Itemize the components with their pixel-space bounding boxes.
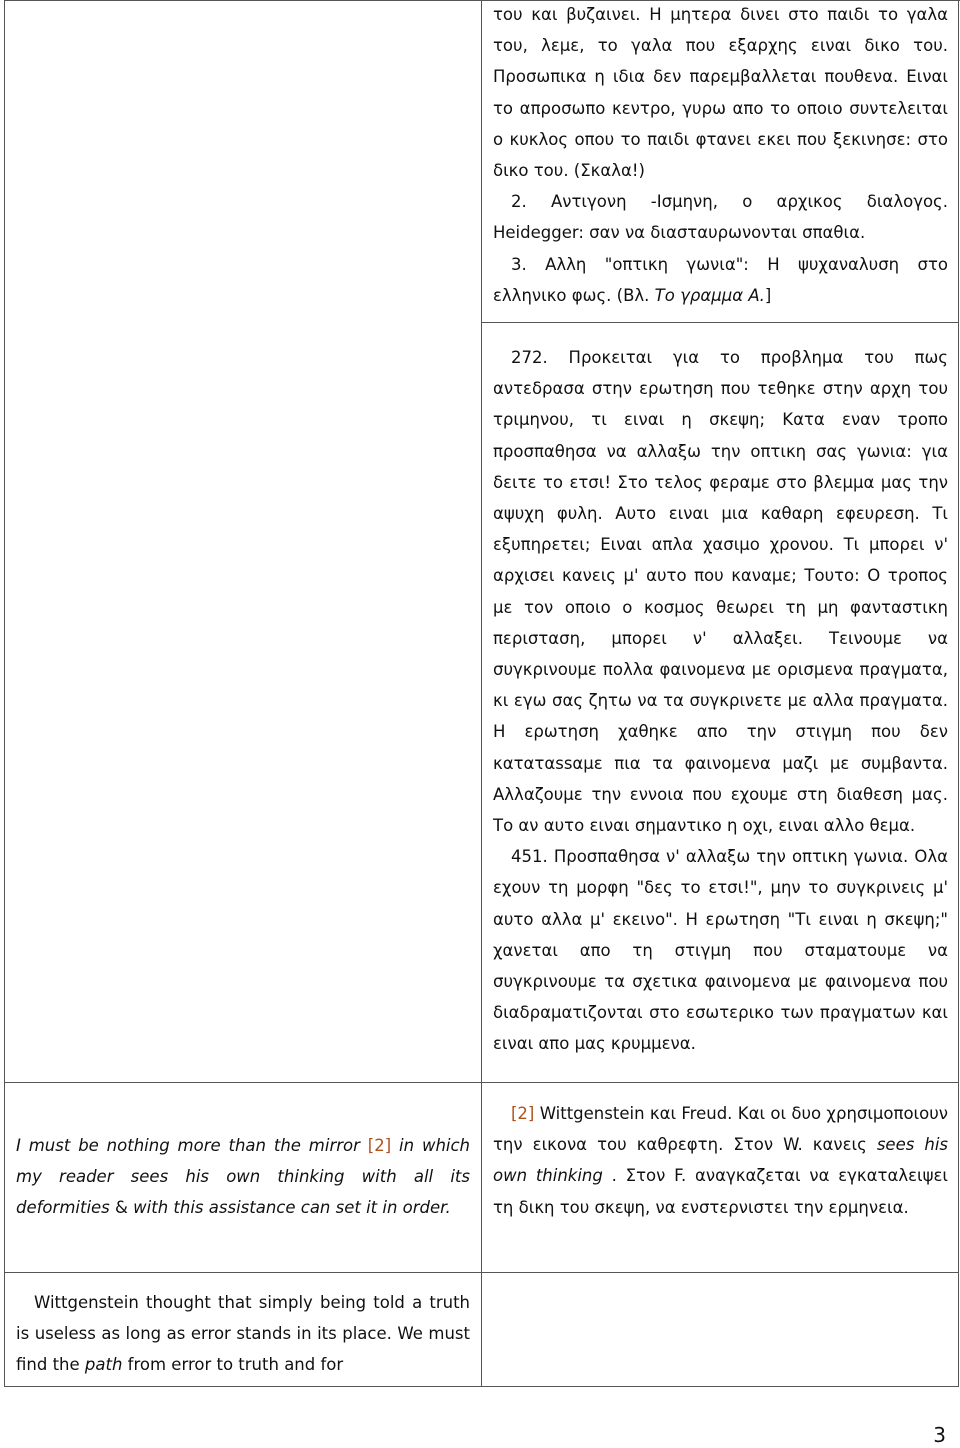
row-divider-2 [4,1082,959,1083]
center-divider [481,0,482,1387]
list-item-2: 2. Αντιγονη -Ισμηνη, ο αρχικος διαλογος. Heidegger: σαν να διασταυρωνονται σπαθια. [493,192,948,243]
quote-part-1: I must be nothing more than the mirror [16,1136,360,1155]
footnote-ref-left[interactable]: [2] [367,1136,392,1155]
right-border [958,0,959,1387]
bottom-border [4,1386,959,1387]
paragraph-continued: του και βυζαινει. Η μητερα δινει στο παιδι το γαλα του, λεμε, το γαλα που εξαρχης ειναι δικο του. Προσωπικα η ιδια δεν παρεμβαλλεται πουθενα. Ειναι το απροσωπο κεντρο, γυρω απο το οποιο συντελειται ο κυκλος οπου το παιδι φτανει εκει που ξεκινησε: στο δικο του. (Σκαλα!) [493,5,948,181]
row-divider-3 [4,1272,959,1273]
paragraph-451: 451. Προσπαθησα ν' αλλαξω την οπτικη γωνια. Ολα εχουν τη μορφη "δες το ετσι!", μην το συγκρινεις μ' αυτο αλλα μ' εκεινο". Η ερωτηση "Τι ειναι η σκεψη;" χανεται απο τη στιγμη που σταματουμε να συγκρινουμε τα σχετικα φαινομενα με φαινομενα που διαδραματιζονται στο εσωτερικο των πραγματων και ειναι απο μας κρυμμενα. [493,847,948,1054]
page-number: 3 [933,1423,946,1447]
note-right-footnote: [2] Wittgenstein και Freud. Και οι δυο χρησιμοποιουν την εικονα του καθρεφτη. Στον W. κανεις sees his own thinking . Στον F. αναγκαζεται να εγκαταλειψει τη δικη του σκεψη, να ενστερνιστει την ερμηνεια. [493,1104,948,1217]
note-left-quote [16,1130,470,1224]
quote-part-2: in which my reader sees his own thinking with all its deformities [16,1136,471,1218]
quote-part-3: with this assistance can set it in order. [133,1198,451,1218]
list-item-3: 3. Αλλη "οπτικη γωνια": Η ψυχαναλυση στο ελληνικο φως. (Βλ. Το γραμμα Α.] [493,254,948,305]
footnote-ref-right[interactable]: [2] [511,1104,535,1123]
top-right-text [493,0,948,311]
row-divider-1 [481,322,959,323]
left-border [4,0,5,1387]
ampersand: & [115,1198,128,1218]
bottom-left-text: Wittgenstein thought that simply being told a truth is useless as long as error stands in its place. We must find the path from error to truth and for [16,1293,470,1375]
mid-right-text [493,342,948,1060]
paragraph-272: 272. Προκειται για το προβλημα του πως αντεδρασα στην ερωτηση που τεθηκε στην αρχη του τριμηνου, τι ειναι η σκεψη; Κατα εναν τροπο προσπαθησα να αλλαξω την οπτικη σας γωνια: για δειτε το ετσι! Στο τελος φεραμε στο βλεμμα μας την αψυχη φυλη. Αυτο ειναι μια καθαρη εφευρεση. Τι εξυπηρετει; Ειναι απλα χασιμο χρονου. Τι μπορει ν' αρχισει κανεις μ' αυτο που καναμε; Τουτο: Ο τροπος με τον οποιο ο κοσμος θεωρει τη μη φανταστικη περισταση, μπορει ν' αλλαξει. Τεινουμε να συγκρινουμε πολλα φαινομενα με ορισμενα πραγματα, κι εγω σας ζητω να τα συγκρινετε με αλλα πραγματα. Η ερωτηση χαθηκε απο την στιγμη που δεν καταταssαμε πια τα φαινομενα μαζι με συμβαντα. Αλλαζουμε την εννοια που εχουμε στη διαθεση μας. Το αν αυτο ειναι σημαντικο η οχι, ειναι αλλο θεμα. [493,348,948,836]
